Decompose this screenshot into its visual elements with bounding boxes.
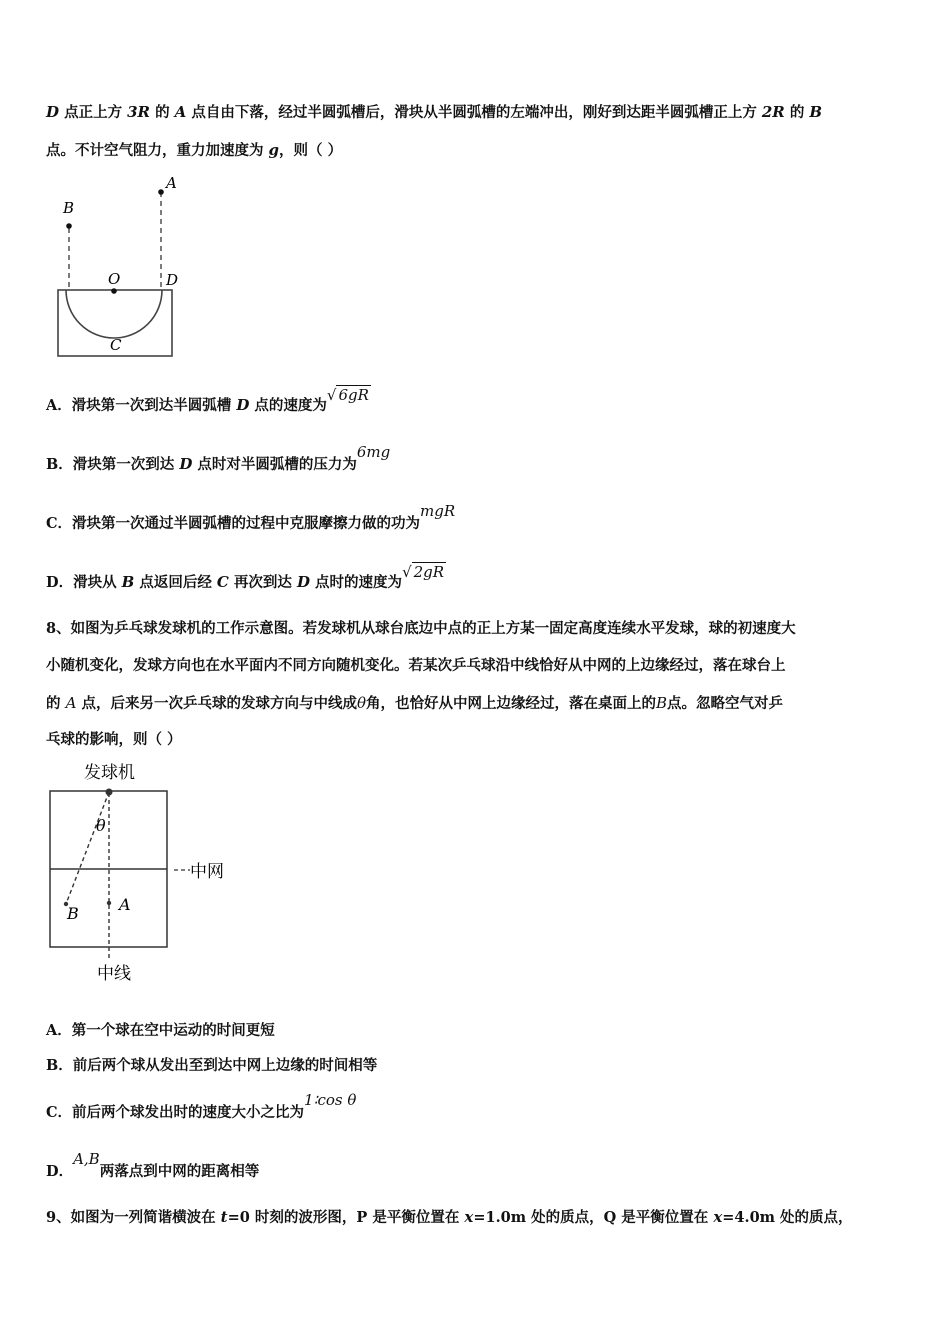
q7-optB-D: D — [179, 455, 193, 473]
q7-optD-C: C — [216, 573, 229, 591]
q7-text: 点正上方 — [59, 104, 128, 121]
q7-label-O: O — [108, 270, 121, 288]
q7-text: 的 — [784, 104, 810, 121]
q8-text: 的 — [46, 695, 66, 712]
q7-figure — [50, 172, 190, 362]
q8-option-B[interactable]: B．前后两个球从发出至到达中网上边缘的时间相等 — [46, 1057, 378, 1074]
q7-D-label: D — [46, 103, 60, 121]
q8-machine-dot — [106, 789, 113, 796]
q8-stem-line3 — [46, 693, 783, 714]
q9-stem-line1 — [46, 1207, 853, 1228]
q8-label-A: A — [119, 895, 131, 914]
q7-optA-text: 点的速度为 — [249, 397, 327, 414]
q8-option-D[interactable] — [46, 1150, 260, 1182]
q8-label-theta: θ — [96, 816, 106, 835]
q7-text: 的 — [150, 104, 175, 121]
q7-optB-math: 6mg — [356, 443, 391, 461]
q7-optC-math: mgR — [420, 502, 456, 520]
q8-text: 点。忽略空气对乒 — [667, 695, 784, 712]
q8-B: B — [655, 694, 668, 712]
q7-optB-text: B．滑块第一次到达 — [46, 456, 180, 473]
q7-optD-math: 2gR — [413, 563, 445, 581]
q8-text: 角，也恰好从中网上边缘经过，落在桌面上的 — [365, 695, 656, 712]
q9-text: =0 时刻的波形图，P 是平衡位置在 — [227, 1209, 465, 1226]
q7-semicircle — [66, 290, 162, 338]
q9-text: =1.0m 处的质点，Q 是平衡位置在 — [473, 1209, 714, 1226]
q7-stem-line2 — [46, 140, 342, 161]
q8-theta: θ — [356, 694, 366, 712]
q7-point-A — [158, 189, 164, 195]
q8-point-A — [107, 901, 111, 905]
q7-option-A[interactable] — [46, 386, 371, 416]
q9-text: 9、如图为一列简谐横波在 — [46, 1209, 221, 1226]
q8-stem-line2: 小随机变化，发球方向也在水平面内不同方向随机变化。若某次乒乓球沿中线恰好从中网的上边缘经过，落在球台上 — [46, 657, 786, 674]
q7-optD-B: B — [121, 573, 135, 591]
q8-B-path — [66, 792, 109, 904]
q9-x1: x — [464, 1208, 474, 1226]
q8-optC-math: 1∶cos θ — [304, 1091, 357, 1109]
q8-stem-line4: 乓球的影响，则（ ） — [46, 731, 182, 748]
q8-A: A — [65, 694, 77, 712]
q7-label-C: C — [110, 336, 122, 354]
q7-g: g — [268, 141, 280, 159]
q7-2R: 2R — [761, 103, 785, 121]
q7-option-C[interactable] — [46, 502, 456, 534]
q8-stem-line1: 8、如图为乒乓球发球机的工作示意图。若发球机从球台底边中点的正上方某一固定高度连续水平发球，球的初速度大 — [46, 620, 796, 637]
q8-optC-text: C．前后两个球发出时的速度大小之比为 — [46, 1104, 305, 1121]
q7-option-B[interactable] — [46, 443, 391, 475]
q7-point-B — [66, 223, 72, 229]
q9-t: t — [220, 1208, 228, 1226]
q7-A-label: A — [174, 103, 187, 121]
q8-optD-text: D． — [46, 1163, 74, 1180]
q8-figure — [40, 758, 250, 990]
q8-text: 点，后来另一次乒乓球的发球方向与中线成 — [76, 695, 357, 712]
q7-optD-sqrt: √ 2gR — [402, 563, 445, 581]
q9-x2: x — [713, 1208, 723, 1226]
q8-label-net: 中网 — [190, 862, 224, 882]
q9-text: =4.0m 处的质点， — [722, 1209, 853, 1226]
q7-text: 点自由下落，经过半圆弧槽后，滑块从半圆弧槽的左端冲出，刚好到达距半圆弧槽正上方 — [186, 104, 762, 121]
q7-text: 点。不计空气阻力，重力加速度为 — [46, 142, 269, 159]
q7-label-D: D — [166, 271, 179, 289]
q8-option-C[interactable] — [46, 1091, 357, 1123]
q7-optA-text: A．滑块第一次到达半圆弧槽 — [46, 397, 237, 414]
q7-optA-sqrt: √ 6gR — [326, 386, 369, 404]
q7-label-B: B — [63, 199, 75, 217]
q7-text: ，则（ ） — [279, 142, 343, 159]
q7-option-D[interactable] — [46, 563, 446, 593]
q8-label-B: B — [67, 904, 79, 923]
q7-optC-text: C．滑块第一次通过半圆弧槽的过程中克服摩擦力做的功为 — [46, 515, 421, 532]
q7-optD-D: D — [296, 573, 310, 591]
q8-label-midline: 中线 — [97, 964, 131, 984]
q7-B-label: B — [809, 103, 823, 121]
q7-optD-text: 再次到达 — [228, 574, 297, 591]
q7-optA-D: D — [236, 396, 250, 414]
q7-optD-text: 点返回后经 — [134, 574, 217, 591]
q8-option-A[interactable]: A．第一个球在空中运动的时间更短 — [46, 1022, 275, 1039]
q7-optA-math: 6gR — [338, 386, 369, 404]
q7-optD-text: D．滑块从 — [46, 574, 122, 591]
q8-optD-math: A,B — [73, 1150, 100, 1168]
q8-label-machine: 发球机 — [84, 763, 135, 783]
q8-optD-text: 两落点到中网的距离相等 — [99, 1163, 260, 1180]
q7-optD-text: 点时的速度为 — [310, 574, 403, 591]
q7-point-O — [111, 288, 117, 294]
q7-stem-line1 — [46, 102, 822, 123]
q7-label-A: A — [166, 174, 177, 192]
q7-3R: 3R — [127, 103, 151, 121]
q7-optB-text: 点时对半圆弧槽的压力为 — [192, 456, 357, 473]
